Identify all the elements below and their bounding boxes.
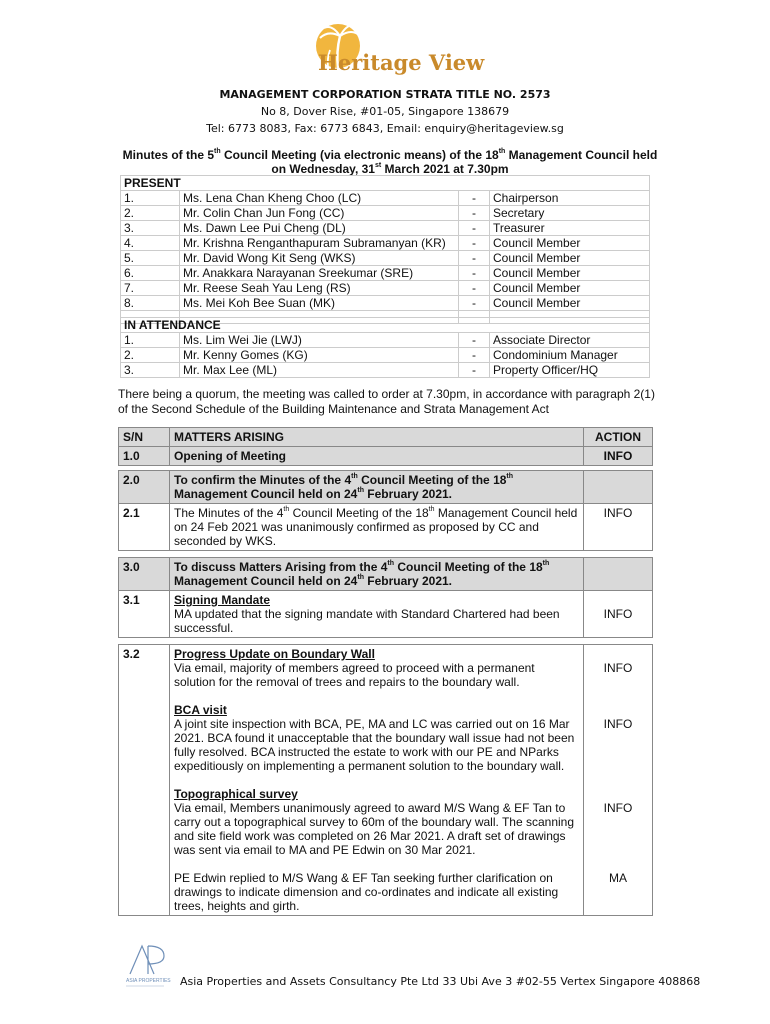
list-item: 1. Ms. Lim Wei Jie (LWJ) - Associate Director <box>121 333 650 348</box>
meeting-title: Minutes of the 5th Council Meeting (via electronic means) of the 18th Management Council held on Wednesday, 31st March 2021 at 7.30pm <box>122 148 658 176</box>
attendance-table <box>120 317 650 378</box>
table-row: 3.1 Signing Mandate MA updated that the signing mandate with Standard Chartered had been successful. INFO <box>119 591 653 638</box>
attendance-heading: IN ATTENDANCE <box>121 318 650 333</box>
list-item: 2. Mr. Kenny Gomes (KG) - Condominium Manager <box>121 348 650 363</box>
table-row <box>119 638 653 645</box>
list-item: 3. Mr. Max Lee (ML) - Property Officer/HQ <box>121 363 650 378</box>
list-item: 4. Mr. Krishna Renganthapuram Subramanyan (KR) - Council Member <box>121 236 650 251</box>
table-row: 3.2 Progress Update on Boundary Wall Via email, majority of members agreed to proceed with a permanent solution for the removal of trees and repairs to the boundary wall. BCA visit A joint site inspection with BCA, PE, MA and LC was carried out on 16 Mar 2021. BCA found it unacceptable that the boundary wall issue had not been fully resolved. BCA instructed the estate to work with our PE and NParks expeditiously on implementing a permanent solution to the boundary wall. Topographical survey Via email, Members unanimously agreed to award M/S Wang & EF Tan to carry out a topographical survey to 60m of the boundary wall. The scanning and site field work was completed on 26 Mar 2021. A draft set of drawings was sent via email to MA and PE Edwin on 30 Mar 2021. PE Edwin replied to M/S Wang & EF Tan seeking further clarification on drawings to indicate dimension and co-ordinates and indicate all existing trees, heights and girth. INFO INFO INFO MA <box>119 645 653 916</box>
list-item: 1. Ms. Lena Chan Kheng Choo (LC) - Chairperson <box>121 191 650 206</box>
present-table <box>120 175 650 324</box>
table-row <box>119 551 653 558</box>
table-row: 2.1 The Minutes of the 4th Council Meeting of the 18th Management Council held on 24 Feb 2021 was unanimously confirmed as proposed by CC and seconded by WKS. INFO <box>119 504 653 551</box>
list-item: 7. Mr. Reese Seah Yau Leng (RS) - Council Member <box>121 281 650 296</box>
quorum-statement: There being a quorum, the meeting was called to order at 7.30pm, in accordance with paragraph 2(1) of the Second Schedule of the Building Maintenance and Strata Management Act <box>118 387 655 416</box>
table-row: 2.0 To confirm the Minutes of the 4th Council Meeting of the 18th Management Council held on 24th February 2021. <box>119 471 653 504</box>
table-header-row: S/N MATTERS ARISING ACTION <box>119 428 653 447</box>
table-row: 1.0 Opening of Meeting INFO <box>119 447 653 466</box>
svg-text:ASIA PROPERTIES: ASIA PROPERTIES <box>126 978 171 984</box>
org-address: No 8, Dover Rise, #01-05, Singapore 138679 <box>260 105 510 118</box>
list-item: 5. Mr. David Wong Kit Seng (WKS) - Council Member <box>121 251 650 266</box>
list-item: 3. Ms. Dawn Lee Pui Cheng (DL) - Treasurer <box>121 221 650 236</box>
present-heading: PRESENT <box>121 176 650 191</box>
list-item: 2. Mr. Colin Chan Jun Fong (CC) - Secretary <box>121 206 650 221</box>
heritage-view-logo-text: Heritage View <box>318 50 485 75</box>
footer-text: Asia Properties and Assets Consultancy Pte Ltd 33 Ubi Ave 3 #02-55 Vertex Singapore 408868 <box>180 975 701 988</box>
matters-table <box>118 427 653 916</box>
org-name: MANAGEMENT CORPORATION STRATA TITLE NO. 2573 <box>219 88 551 101</box>
org-contact: Tel: 6773 8083, Fax: 6773 6843, Email: enquiry@heritageview.sg <box>206 122 564 135</box>
list-item: 8. Ms. Mei Koh Bee Suan (MK) - Council Member <box>121 296 650 311</box>
table-row: 3.0 To discuss Matters Arising from the 4th Council Meeting of the 18th Management Council held on 24th February 2021. <box>119 558 653 591</box>
asia-properties-logo <box>124 940 182 992</box>
list-item: 6. Mr. Anakkara Narayanan Sreekumar (SRE) - Council Member <box>121 266 650 281</box>
